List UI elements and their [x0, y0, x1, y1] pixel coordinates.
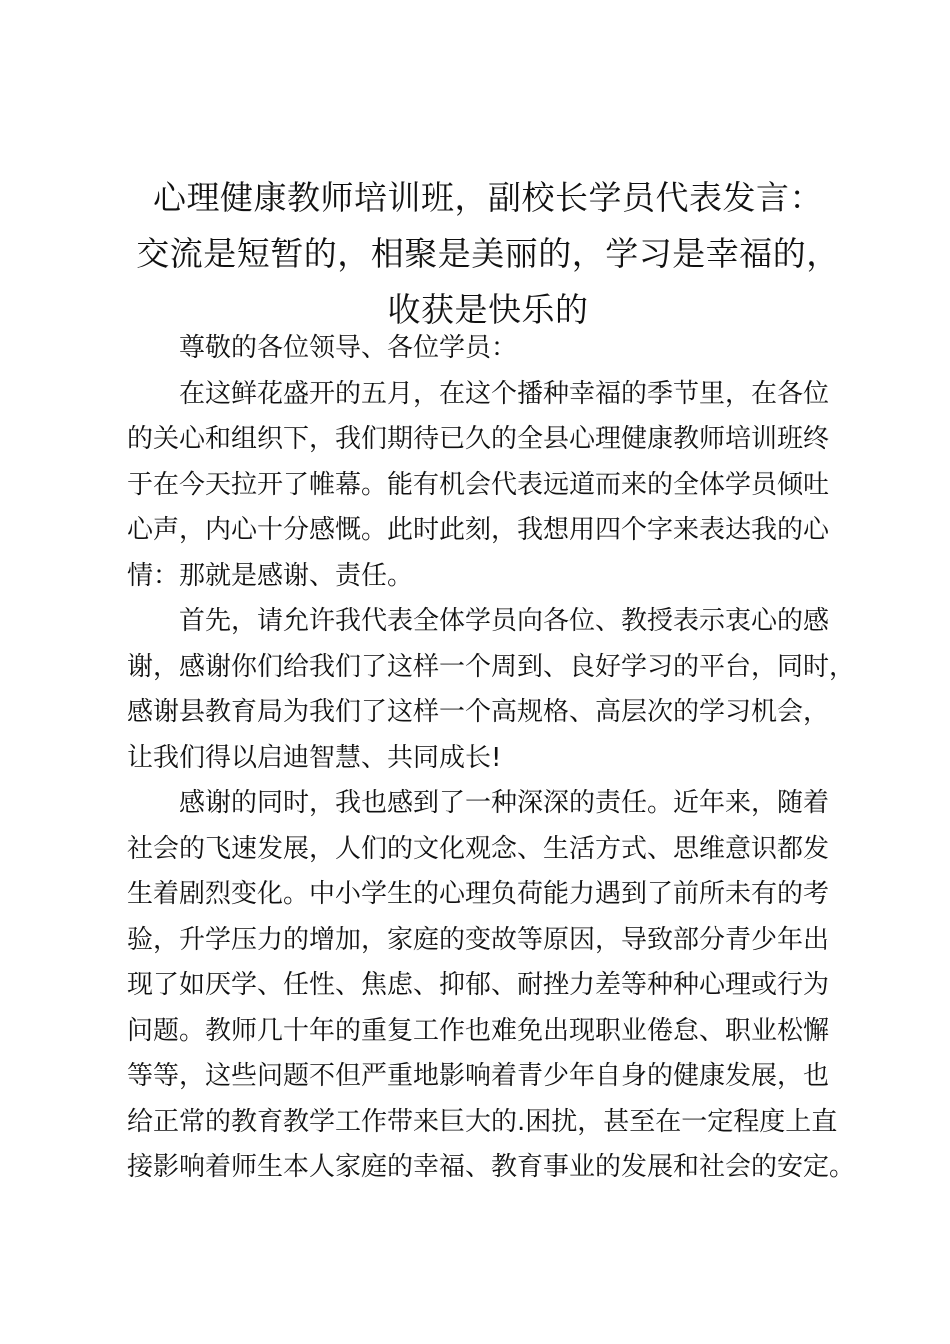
paragraph-line: 的关心和组织下，我们期待已久的全县心理健康教师培训班终: [127, 424, 830, 454]
paragraph-line: 验，升学压力的增加，家庭的变故等原因，导致部分青少年出: [127, 924, 830, 955]
paragraph-thanks: [127, 599, 856, 781]
paragraph-line: 生着剧烈变化。中小学生的心理负荷能力遇到了前所未有的考: [127, 879, 830, 909]
paragraph-responsibility: [127, 781, 856, 1191]
title-line: 心理健康教师培训班，副校长学员代表发言：: [153, 178, 823, 217]
paragraph-line: 心声，内心十分感慨。此时此刻，我想用四个字来表达我的心: [127, 515, 830, 545]
paragraph-line: 给正常的教育教学工作带来巨大的.困扰，甚至在一定程度上直: [127, 1106, 838, 1137]
paragraph-gratitude-intro: [127, 372, 847, 600]
paragraph-line: 等等，这些问题不但严重地影响着青少年自身的健康发展，也: [127, 1061, 830, 1091]
title-line: 收获是快乐的: [387, 290, 589, 329]
paragraph-line: 感谢的同时，我也感到了一种深深的责任。近年来，随着: [179, 788, 830, 818]
document-title: [118, 170, 858, 338]
paragraph-line: 首先，请允许我代表全体学员向各位、教授表示衷心的感: [179, 606, 830, 636]
paragraph-line: 情：那就是感谢、责任。: [127, 560, 414, 591]
document-body: [127, 326, 856, 1191]
paragraph-line: 谢，感谢你们给我们了这样一个周到、良好学习的平台，同时，: [127, 651, 856, 682]
paragraph-line: 让我们得以启迪智慧、共同成长!: [127, 742, 502, 773]
title-line: 交流是短暂的，相聚是美丽的，学习是幸福的，: [136, 234, 840, 273]
paragraph-line: 感谢县教育局为我们了这样一个高规格、高层次的学习机会，: [127, 697, 830, 727]
paragraph-line: 在这鲜花盛开的五月，在这个播种幸福的季节里，在各位: [179, 378, 830, 409]
paragraph-line: 现了如厌学、任性、焦虑、抑郁、耐挫力差等种种心理或行为: [127, 970, 830, 1000]
salutation: 尊敬的各位领导、各位学员：: [179, 333, 518, 363]
paragraph-line: 于在今天拉开了帷幕。能有机会代表远道而来的全体学员倾吐: [127, 469, 830, 500]
paragraph-line: 接影响着师生本人家庭的幸福、教育事业的发展和社会的安定。: [127, 1152, 856, 1182]
paragraph-line: 社会的飞速发展，人们的文化观念、生活方式、思维意识都发: [127, 833, 830, 864]
paragraph-line: 问题。教师几十年的重复工作也难免出现职业倦怠、职业松懈: [127, 1015, 830, 1046]
